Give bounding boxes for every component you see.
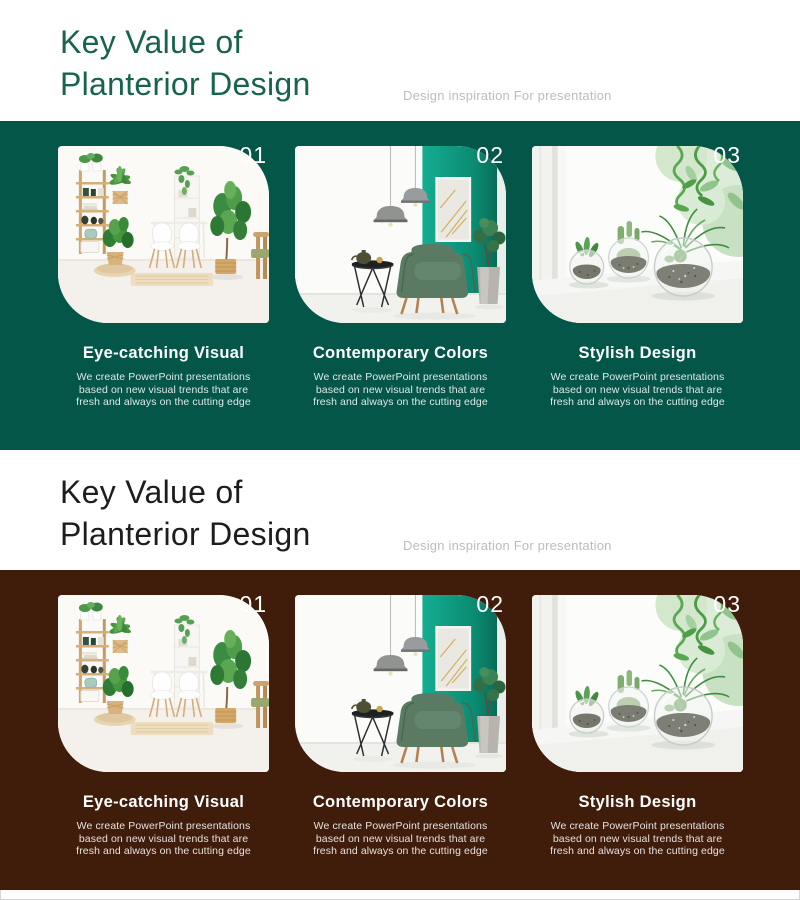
card-body-line: fresh and always on the cutting edge (313, 845, 488, 858)
card-number: 03 (713, 591, 741, 617)
card-body-line: based on new visual trends that are (315, 832, 486, 845)
value-card (532, 142, 743, 450)
card-body-line: fresh and always on the cutting edge (550, 396, 725, 409)
slide-title (60, 471, 311, 555)
green-armchair-teal-wall-photo (295, 146, 506, 323)
card-title: Contemporary Colors (312, 793, 489, 811)
card-body-line: We create PowerPoint presentations (550, 820, 725, 832)
card-body-line: based on new visual trends that are (78, 832, 249, 845)
photo-frame (532, 591, 743, 772)
slide-title-line2: Planterior Design (60, 516, 311, 552)
card-title: Eye-catching Visual (82, 793, 245, 811)
slide-title (60, 21, 311, 105)
card-body-line: fresh and always on the cutting edge (76, 845, 251, 858)
photo-frame (295, 142, 506, 323)
card-body-line: We create PowerPoint presentations (76, 820, 251, 832)
value-card (58, 142, 269, 450)
card-body (295, 820, 506, 858)
slide-title-line1: Key Value of (60, 474, 243, 510)
card-number: 03 (713, 142, 741, 168)
card-body (58, 820, 269, 858)
slide-header (0, 450, 800, 570)
card-number: 01 (239, 591, 267, 617)
photo-frame (295, 591, 506, 772)
card-number: 01 (239, 142, 267, 168)
green-panel (0, 121, 800, 450)
photo-frame (58, 591, 269, 772)
photo-frame (532, 142, 743, 323)
card-body-line: We create PowerPoint presentations (76, 371, 251, 383)
card-body-line: fresh and always on the cutting edge (313, 396, 488, 409)
card-body-line: We create PowerPoint presentations (313, 820, 488, 832)
slide-subtitle: Design inspiration For presentation (403, 88, 612, 103)
value-card (295, 591, 506, 890)
card-body-line: fresh and always on the cutting edge (76, 396, 251, 409)
slide-title-line2: Planterior Design (60, 66, 311, 102)
card-title: Contemporary Colors (312, 344, 489, 362)
card-body (532, 820, 743, 858)
card-body-line: We create PowerPoint presentations (313, 371, 488, 383)
value-card (58, 591, 269, 890)
value-card (532, 591, 743, 890)
card-body-line: fresh and always on the cutting edge (550, 845, 725, 858)
card-body-line: based on new visual trends that are (315, 383, 486, 396)
glass-terrariums-windowsill-photo (532, 595, 743, 772)
card-body (58, 371, 269, 409)
card-body (295, 371, 506, 409)
slide-subtitle: Design inspiration For presentation (403, 538, 612, 553)
slide-brown-variant (0, 450, 800, 890)
card-title: Stylish Design (578, 344, 697, 362)
value-card (295, 142, 506, 450)
card-number: 02 (476, 142, 504, 168)
slide-header (0, 0, 800, 121)
brown-panel (0, 570, 800, 890)
glass-terrariums-windowsill-photo (532, 146, 743, 323)
card-body-line: based on new visual trends that are (78, 383, 249, 396)
card-title: Eye-catching Visual (82, 344, 245, 362)
card-body (532, 371, 743, 409)
card-number: 02 (476, 591, 504, 617)
plant-filled-living-room-photo (58, 595, 269, 772)
photo-frame (58, 142, 269, 323)
card-title: Stylish Design (578, 793, 697, 811)
plant-filled-living-room-photo (58, 146, 269, 323)
slide-title-line1: Key Value of (60, 24, 243, 60)
green-armchair-teal-wall-photo (295, 595, 506, 772)
card-body-line: based on new visual trends that are (552, 832, 723, 845)
card-body-line: We create PowerPoint presentations (550, 371, 725, 383)
card-body-line: based on new visual trends that are (552, 383, 723, 396)
